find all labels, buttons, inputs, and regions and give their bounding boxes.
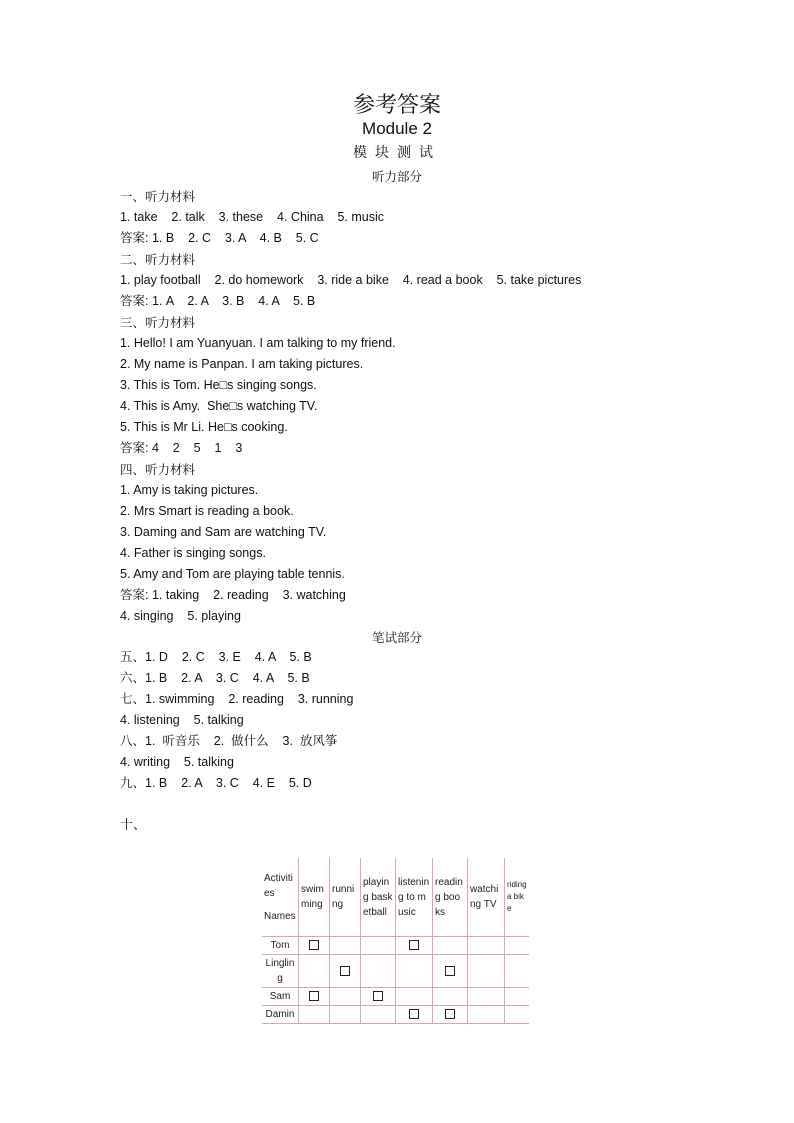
answer-line: 1. take 2. talk 3. these 4. China 5. music [120, 210, 385, 224]
answer-line: 答案: 1. taking 2. reading 3. watching [120, 588, 346, 602]
answer-line: 1. Amy is taking pictures. [120, 483, 259, 497]
module-test-heading: 模块测试 [353, 145, 441, 161]
answer-line: 答案: 4 2 5 1 3 [120, 441, 243, 455]
column-header: listening to music [396, 858, 433, 937]
answer-line: 4. listening 5. talking [120, 713, 244, 727]
answer-line: 七、1. swimming 2. reading 3. running [120, 692, 354, 706]
table-row [262, 955, 529, 988]
answer-line: 一、听力材料 [120, 189, 196, 204]
row-name: Damin [262, 1006, 299, 1024]
answer-line: 九、1. B 2. A 3. C 4. E 5. D [120, 776, 312, 790]
page-title: 参考答案 [352, 93, 441, 118]
answer-line: 答案: 1. B 2. C 3. A 4. B 5. C [120, 231, 319, 245]
table-row [262, 988, 529, 1006]
table-corner-cell [262, 858, 299, 937]
answer-line: 1. play football 2. do homework 3. ride a bike 4. read a book 5. take pictures [120, 273, 582, 287]
answer-line: 二、听力材料 [120, 252, 196, 267]
written-part-heading: 笔试部分 [371, 630, 422, 645]
module-heading: Module 2 [362, 119, 432, 138]
answer-line: 4. Father is singing songs. [120, 546, 266, 560]
answer-line: 5. This is Mr Li. He□s cooking. [120, 420, 288, 434]
answer-line: 1. Hello! I am Yuanyuan. I am talking to my friend. [120, 336, 396, 350]
table-row [262, 937, 529, 955]
table-row [262, 1006, 529, 1024]
table-header-row [262, 858, 529, 937]
answer-line: 4. writing 5. talking [120, 755, 234, 769]
corner-names: Names [264, 910, 296, 922]
row-name: Tom [262, 937, 299, 955]
checkbox-icon [409, 1009, 419, 1019]
answer-line: 答案: 1. A 2. A 3. B 4. A 5. B [120, 294, 316, 308]
column-header: reading books [433, 858, 468, 937]
checkbox-icon [445, 966, 455, 976]
corner-activities: Activities [264, 872, 293, 899]
answer-line: 六、1. B 2. A 3. C 4. A 5. B [120, 671, 310, 685]
checkbox-icon [409, 940, 419, 950]
section-ten-label: 十、 [120, 818, 147, 833]
answer-line: 三、听力材料 [120, 315, 196, 330]
answer-line: 4. This is Amy. She□s watching TV. [120, 399, 318, 413]
answer-line: 4. singing 5. playing [120, 609, 241, 623]
activities-table [262, 858, 529, 1024]
checkbox-icon [373, 991, 383, 1001]
answer-line: 3. This is Tom. He□s singing songs. [120, 378, 317, 392]
row-name: Lingling [262, 955, 299, 988]
answer-lines [120, 186, 760, 794]
column-header: riding a bike [505, 858, 530, 937]
answer-line: 3. Daming and Sam are watching TV. [120, 525, 327, 539]
checkbox-icon [340, 966, 350, 976]
answer-line: 5. Amy and Tom are playing table tennis. [120, 567, 345, 581]
answer-line: 八、1. 听音乐 2. 做什么 3. 放风筝 [120, 734, 338, 748]
column-header: playing basketball [361, 858, 396, 937]
checkbox-icon [309, 991, 319, 1001]
answer-line: 五、1. D 2. C 3. E 4. A 5. B [120, 650, 312, 664]
column-header: swimming [299, 858, 330, 937]
answer-line: 2. My name is Panpan. I am taking pictures. [120, 357, 364, 371]
listening-part-heading: 听力部分 [371, 169, 422, 184]
answer-line: 四、听力材料 [120, 462, 196, 477]
row-name: Sam [262, 988, 299, 1006]
column-header: running [330, 858, 361, 937]
checkbox-icon [445, 1009, 455, 1019]
checkbox-icon [309, 940, 319, 950]
column-header: watching TV [468, 858, 505, 937]
answer-line: 2. Mrs Smart is reading a book. [120, 504, 294, 518]
